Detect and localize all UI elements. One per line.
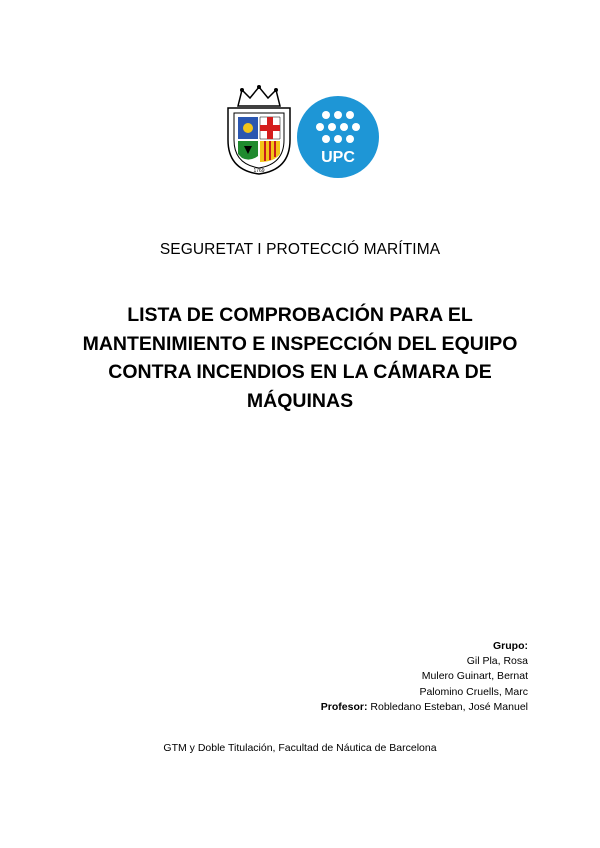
title-line: MÁQUINAS (246, 389, 354, 412)
logo-row (0, 84, 600, 180)
group-member: Palomino Cruells, Marc (419, 685, 528, 698)
institution-footer: GTM y Doble Titulación, Facultad de Náutica de Barcelona (163, 742, 437, 754)
title-line: LISTA DE COMPROBACIÓN PARA EL (127, 304, 473, 326)
professor-line (321, 700, 528, 715)
group-member: Gil Pla, Rosa (466, 655, 528, 668)
svg-text:UPC: UPC (321, 149, 355, 166)
author-block (321, 639, 528, 715)
group-label: Grupo: (493, 640, 528, 652)
coat-of-arms-emblem (220, 84, 298, 178)
professor-name: Robledano Esteban, José Manuel (370, 700, 528, 713)
document-title (60, 301, 540, 415)
title-line: CONTRA INCENDIOS EN LA CÁMARA DE (108, 361, 492, 383)
svg-text:1769: 1769 (253, 168, 265, 174)
title-line: MANTENIMIENTO E INSPECCIÓN DEL EQUIPO (82, 332, 518, 355)
group-member: Mulero Guinart, Bernat (421, 670, 528, 683)
professor-label: Profesor: (320, 700, 368, 713)
upc-logo (297, 96, 379, 178)
course-subject: SEGURETAT I PROTECCIÓ MARÍTIMA (159, 241, 441, 258)
